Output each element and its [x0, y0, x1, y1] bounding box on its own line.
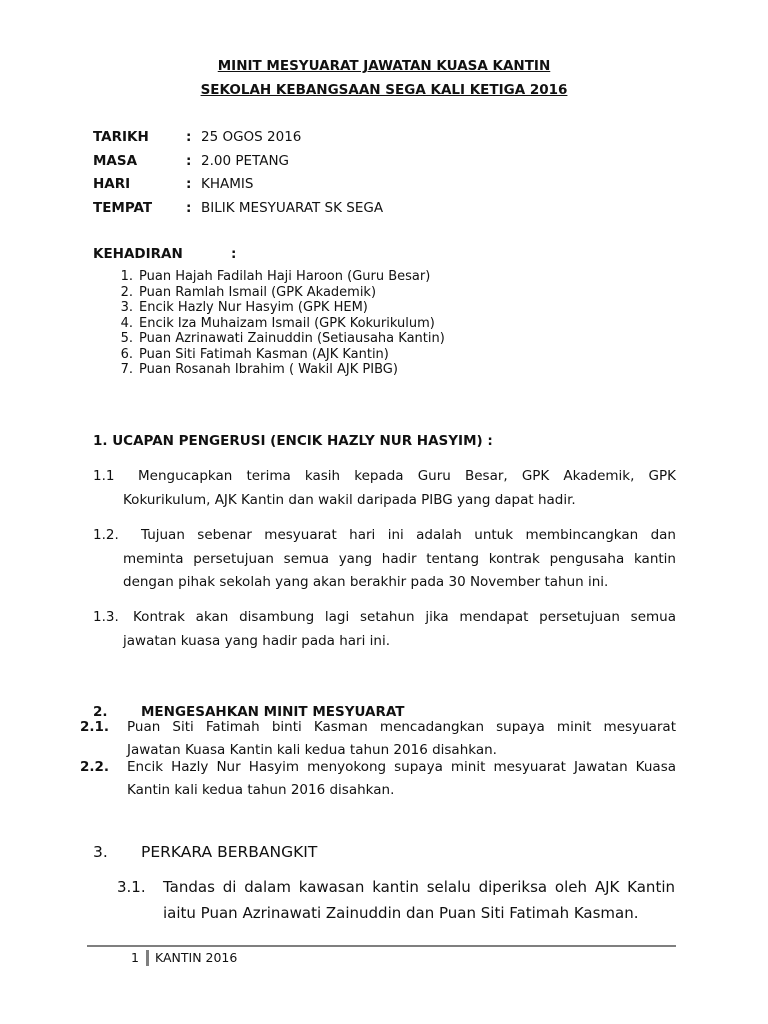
- section-2-number: 2.: [93, 704, 108, 720]
- footer-divider: [87, 945, 676, 947]
- meta-value-masa: 2.00 PETANG: [201, 153, 290, 169]
- section-item-text-continued: Jawatan Kuasa Kantin kali kedua tahun 2016 disahkan.: [127, 742, 497, 758]
- section-item-number: 1.1: [93, 468, 115, 484]
- document-title-line1: MINIT MESYUARAT JAWATAN KUASA KANTIN: [217, 58, 551, 74]
- section-item-text: Tujuan sebenar mesyuarat hari ini adalah untuk membincangkan dan: [141, 527, 676, 543]
- section-item-text: Tandas di dalam kawasan kantin selalu diperiksa oleh AJK Kantin: [163, 878, 675, 896]
- section-item-number: 1.3.: [93, 609, 119, 625]
- section-item-text: Kontrak akan disambung lagi setahun jika mendapat persetujuan semua: [133, 609, 676, 625]
- section-item-number: 2.1.: [80, 719, 110, 735]
- section-item-number: 2.2.: [80, 759, 110, 775]
- section-item-text: Puan Siti Fatimah binti Kasman mencadangkan supaya minit mesyuarat: [127, 719, 676, 735]
- attendance-item-text: Puan Hajah Fadilah Haji Haroon (Guru Besar): [139, 269, 431, 284]
- meta-colon: :: [186, 153, 192, 169]
- attendance-label: KEHADIRAN: [93, 246, 183, 262]
- footer-separator: [146, 950, 149, 966]
- meta-colon: :: [186, 176, 192, 192]
- attendance-item: [107, 362, 398, 377]
- attendance-colon: :: [231, 246, 237, 262]
- section-2-heading: MENGESAHKAN MINIT MESYUARAT: [141, 704, 405, 720]
- footer-page-number: 1: [131, 950, 139, 965]
- section-item-text-continued: Kokurikulum, AJK Kantin dan wakil daripada PIBG yang dapat hadir.: [123, 492, 576, 508]
- meta-label-masa: MASA: [93, 153, 138, 169]
- footer-text: KANTIN 2016: [155, 950, 238, 965]
- attendance-item: [107, 285, 376, 300]
- attendance-item-text: Puan Azrinawati Zainuddin (Setiausaha Kantin): [139, 331, 445, 346]
- attendance-item-text: Puan Rosanah Ibrahim ( Wakil AJK PIBG): [139, 362, 398, 377]
- attendance-item: [107, 331, 445, 346]
- section-item-text-continued: dengan pihak sekolah yang akan berakhir pada 30 November tahun ini.: [123, 574, 609, 590]
- attendance-item-number: 1.: [120, 269, 133, 284]
- attendance-item: [107, 316, 435, 331]
- section-item-text-continued: Kantin kali kedua tahun 2016 disahkan.: [127, 782, 395, 798]
- section-item-text-continued: meminta persetujuan semua yang hadir tentang kontrak pengusaha kantin: [123, 551, 676, 567]
- document-title-line2: SEKOLAH KEBANGSAAN SEGA KALI KETIGA 2016: [200, 82, 568, 98]
- meta-value-hari: KHAMIS: [201, 176, 254, 192]
- meta-label-tarikh: TARIKH: [93, 129, 149, 145]
- section-item-number: 1.2.: [93, 527, 119, 543]
- attendance-item-text: Encik Iza Muhaizam Ismail (GPK Kokurikulum): [139, 316, 435, 331]
- section-3-number: 3.: [93, 843, 108, 861]
- attendance-item-number: 5.: [120, 331, 133, 346]
- section-1-heading: 1. UCAPAN PENGERUSI (ENCIK HAZLY NUR HASYIM) :: [93, 433, 493, 449]
- attendance-item: [107, 347, 389, 362]
- attendance-item-number: 3.: [120, 300, 133, 315]
- attendance-item-text: Puan Ramlah Ismail (GPK Akademik): [139, 285, 377, 300]
- section-3-heading: PERKARA BERBANGKIT: [141, 843, 318, 861]
- attendance-item-number: 6.: [120, 347, 133, 362]
- meta-label-tempat: TEMPAT: [93, 200, 153, 216]
- attendance-item-number: 2.: [120, 285, 133, 300]
- meta-colon: :: [186, 200, 192, 216]
- section-item-text-continued: jawatan kuasa yang hadir pada hari ini.: [123, 633, 390, 649]
- attendance-item-number: 7.: [120, 362, 133, 377]
- section-item-text-continued: iaitu Puan Azrinawati Zainuddin dan Puan Siti Fatimah Kasman.: [163, 904, 639, 922]
- attendance-item: [107, 300, 368, 315]
- meta-value-tarikh: 25 OGOS 2016: [201, 129, 302, 145]
- attendance-item-number: 4.: [120, 316, 133, 331]
- attendance-item: [107, 269, 430, 284]
- section-item-number: 3.1.: [117, 878, 146, 896]
- section-item-text: Mengucapkan terima kasih kepada Guru Besar, GPK Akademik, GPK: [138, 468, 676, 484]
- meta-colon: :: [186, 129, 192, 145]
- section-item-text: Encik Hazly Nur Hasyim menyokong supaya minit mesyuarat Jawatan Kuasa: [127, 759, 676, 775]
- attendance-item-text: Puan Siti Fatimah Kasman (AJK Kantin): [139, 347, 389, 362]
- meta-label-hari: HARI: [93, 176, 131, 192]
- attendance-item-text: Encik Hazly Nur Hasyim (GPK HEM): [139, 300, 368, 315]
- meta-value-tempat: BILIK MESYUARAT SK SEGA: [201, 200, 384, 216]
